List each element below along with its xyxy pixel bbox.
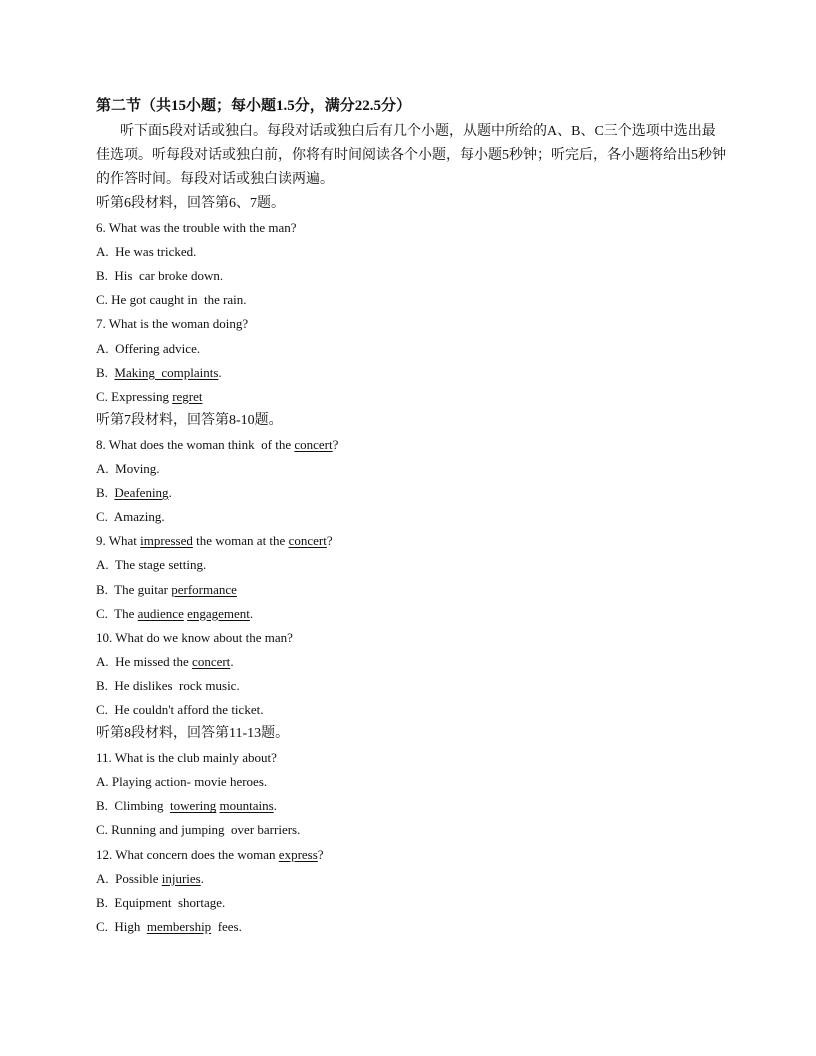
underlined-word: express bbox=[278, 846, 318, 862]
question-line bbox=[96, 529, 726, 553]
text-segment: . bbox=[168, 485, 172, 501]
text-segment: C. Amazing. bbox=[96, 509, 165, 525]
question-line bbox=[96, 843, 726, 867]
underlined-word: concert bbox=[294, 436, 333, 452]
text-segment: 听第7段材料，回答第8-10题。 bbox=[96, 412, 283, 428]
text-segment: A. The stage setting. bbox=[96, 557, 207, 573]
text-segment: C. The bbox=[96, 605, 138, 621]
text-segment: 11. What is the club mainly about? bbox=[96, 750, 277, 766]
text-segment: 10. What do we know about the man? bbox=[96, 629, 293, 645]
text-segment: . bbox=[200, 870, 204, 886]
text-segment: 8. What does the woman think of the bbox=[96, 436, 295, 452]
underlined-word: performance bbox=[171, 581, 237, 597]
text-segment: B. His car broke down. bbox=[96, 268, 224, 284]
text-segment: 听第8段材料，回答第11-13题。 bbox=[96, 726, 290, 742]
answer-option-line bbox=[96, 505, 726, 529]
text-segment: B. Climbing bbox=[96, 798, 171, 814]
answer-option-line bbox=[96, 264, 726, 288]
answer-option-line bbox=[96, 770, 726, 794]
underlined-word: injuries bbox=[161, 870, 201, 886]
text-segment: C. Running and jumping over barriers. bbox=[96, 822, 301, 838]
text-segment: 7. What is the woman doing? bbox=[96, 316, 249, 332]
underlined-word: regret bbox=[172, 388, 203, 404]
answer-option-line bbox=[96, 867, 726, 891]
answer-option-line bbox=[96, 481, 726, 505]
question-line bbox=[96, 626, 726, 650]
underlined-word: towering bbox=[170, 798, 217, 814]
underlined-word: Deafening bbox=[114, 485, 169, 501]
text-segment: fees. bbox=[211, 918, 242, 934]
section-instruction-line bbox=[96, 409, 726, 433]
text-segment: . bbox=[249, 605, 254, 621]
answer-option-line bbox=[96, 602, 726, 626]
text-segment: 12. What concern does the woman bbox=[96, 846, 279, 862]
underlined-word: audience bbox=[137, 605, 184, 621]
text-segment: 9. What bbox=[96, 533, 141, 549]
text-segment: C. High bbox=[96, 918, 147, 934]
answer-option-line bbox=[96, 288, 726, 312]
text-segment: 听第6段材料，回答第6、7题。 bbox=[96, 196, 285, 211]
underlined-word: mountains bbox=[219, 798, 274, 814]
text-segment: C. He couldn't afford the ticket. bbox=[96, 701, 264, 717]
text-segment: the woman at the bbox=[192, 533, 289, 549]
text-segment: 6. What was the trouble with the man? bbox=[96, 220, 297, 236]
question-line bbox=[96, 312, 726, 336]
text-segment: A. He missed the bbox=[96, 653, 193, 669]
text-segment: B. bbox=[96, 364, 115, 380]
answer-option-line bbox=[96, 794, 726, 818]
answer-option-line bbox=[96, 891, 726, 915]
section-instructions: 听下面5段对话或独白。每段对话或独白后有几个小题，从题中所给的A、B、C三个选项中选出最佳选项。听每段对话或独白前，你将有时间阅读各个小题，每小题5秒钟；听完后，各小题将给出5秒钟的作答时间。每段对话或独白读两遍。 bbox=[96, 124, 726, 187]
section-instruction-line bbox=[96, 722, 726, 746]
answer-option-line bbox=[96, 650, 726, 674]
answer-option-line bbox=[96, 457, 726, 481]
text-segment: A. Moving. bbox=[96, 461, 160, 477]
section-instruction-line bbox=[96, 192, 726, 216]
text-segment: . bbox=[218, 364, 222, 380]
underlined-word: concert bbox=[288, 533, 327, 549]
question-line bbox=[96, 746, 726, 770]
section-heading: 第二节（共15小题；每小题1.5分，满分22.5分） bbox=[96, 98, 412, 114]
answer-option-line bbox=[96, 361, 726, 385]
underlined-word: membership bbox=[146, 918, 212, 934]
text-segment: B. Equipment shortage. bbox=[96, 894, 226, 910]
text-segment: ? bbox=[326, 533, 333, 549]
answer-option-line bbox=[96, 578, 726, 602]
underlined-word: Making complaints bbox=[114, 364, 219, 380]
text-segment: C. He got caught in the rain. bbox=[96, 292, 247, 308]
answer-option-line bbox=[96, 674, 726, 698]
underlined-word: concert bbox=[192, 653, 231, 669]
text-segment: B. He dislikes rock music. bbox=[96, 677, 240, 693]
text-segment: B. bbox=[96, 485, 115, 501]
document-page bbox=[96, 96, 726, 939]
text-segment: A. He was tricked. bbox=[96, 244, 197, 260]
answer-option-line bbox=[96, 818, 726, 842]
text-segment: A. Offering advice. bbox=[96, 340, 201, 356]
text-segment: B. The guitar bbox=[96, 581, 172, 597]
text-segment: A. Playing action- movie heroes. bbox=[96, 774, 268, 790]
text-segment: A. Possible bbox=[96, 870, 162, 886]
text-segment: ? bbox=[332, 436, 339, 452]
underlined-word: engagement bbox=[187, 605, 250, 621]
question-list bbox=[96, 192, 726, 939]
answer-option-line bbox=[96, 698, 726, 722]
text-segment: . bbox=[230, 653, 234, 669]
answer-option-line bbox=[96, 337, 726, 361]
question-line bbox=[96, 433, 726, 457]
answer-option-line bbox=[96, 915, 726, 939]
underlined-word: impressed bbox=[140, 533, 193, 549]
text-segment: C. Expressing bbox=[96, 388, 173, 404]
text-segment: . bbox=[273, 798, 277, 814]
question-line bbox=[96, 216, 726, 240]
answer-option-line bbox=[96, 385, 726, 409]
answer-option-line bbox=[96, 553, 726, 577]
text-segment: ? bbox=[317, 846, 324, 862]
answer-option-line bbox=[96, 240, 726, 264]
